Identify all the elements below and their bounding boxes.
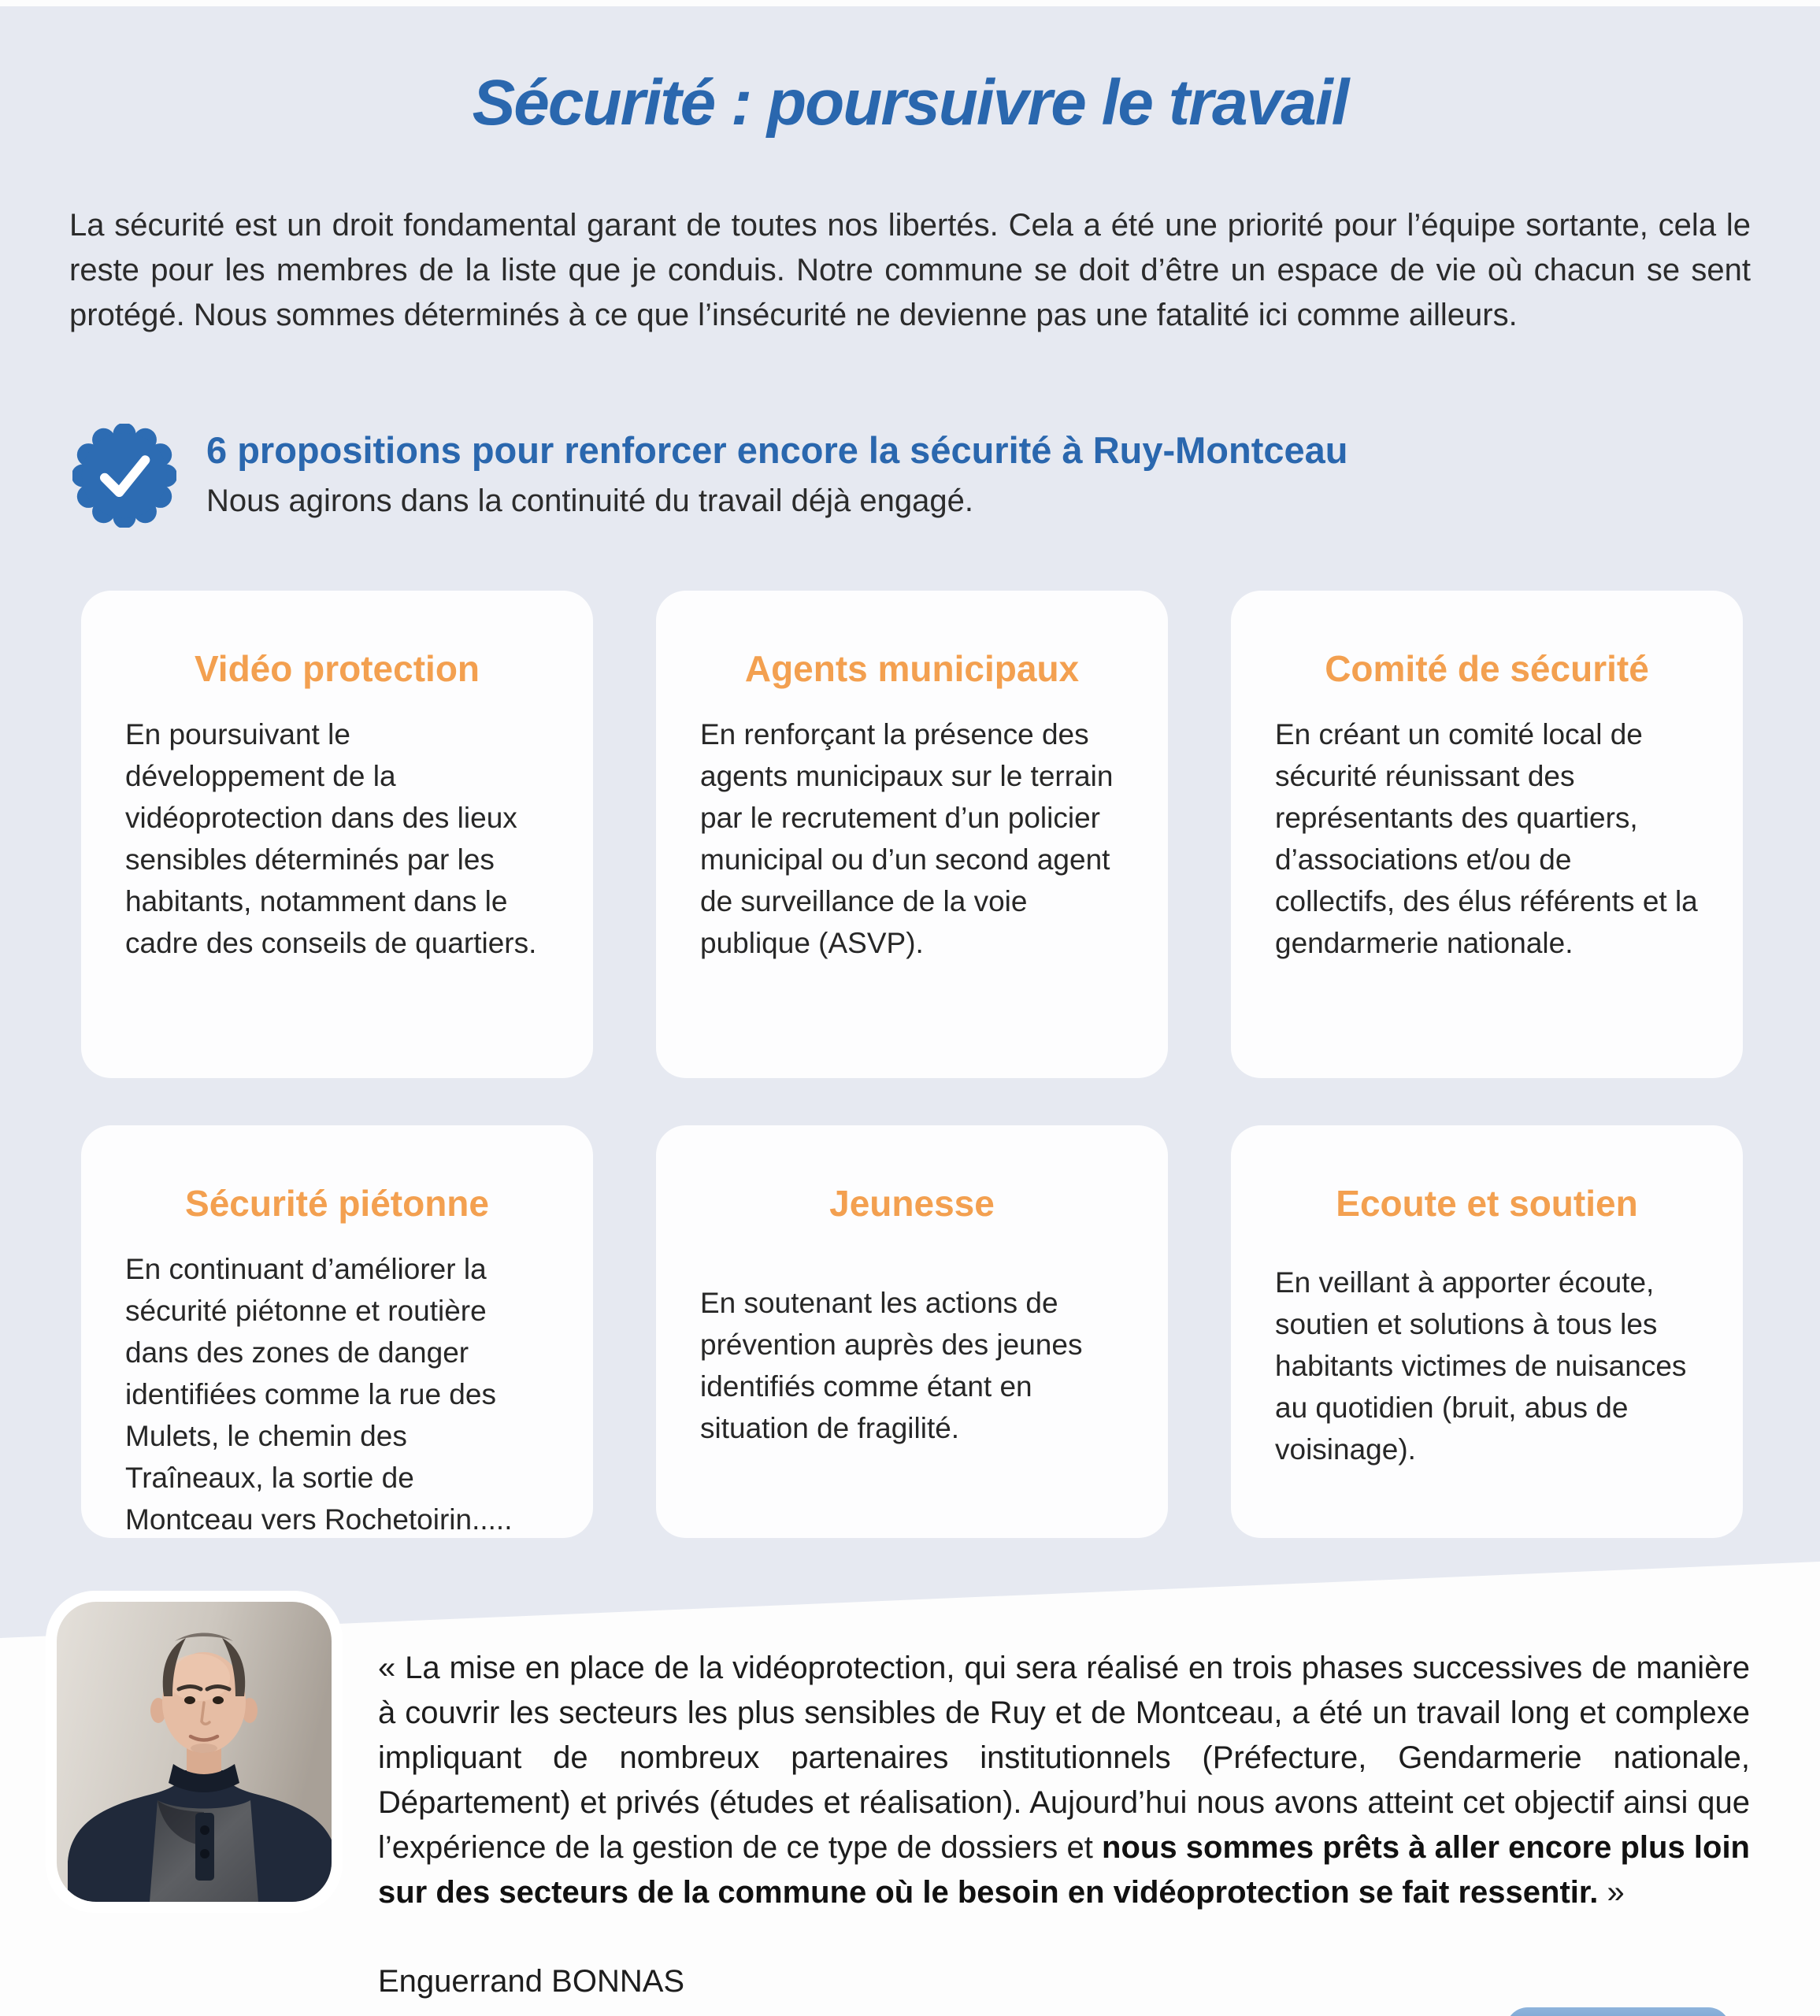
- card-body: En continuant d’améliorer la sécurité piétonne et routière dans des zones de danger identifiées comme la rue des Mulets, le chemin des Traîneaux, la sortie de Montceau vers Rochetoirin.....: [125, 1253, 513, 1536]
- card-title: Jeunesse: [829, 1183, 995, 1224]
- card-ecoute-soutien: [1231, 1125, 1743, 1538]
- card-agents-municipaux: [656, 591, 1168, 1078]
- card-title: Agents municipaux: [744, 648, 1080, 689]
- quote-block: [378, 1646, 1750, 1915]
- card-body: En veillant à apporter écoute, soutien et solutions à tous les habitants victimes de nuisances au quotidien (bruit, abus de voisinage).: [1275, 1266, 1687, 1466]
- card-title: Ecoute et soutien: [1336, 1183, 1638, 1224]
- card-body: En renforçant la présence des agents municipaux sur le terrain par le recrutement d’un policier municipal ou d’un second agent de surveillance de la voie publique (ASVP).: [700, 718, 1114, 959]
- page-title: Sécurité : poursuivre le travail: [472, 67, 1348, 139]
- bottom-page-pill: [1506, 2007, 1730, 2016]
- card-comite-securite: [1231, 591, 1743, 1078]
- quote-author: Enguerrand BONNAS: [378, 1964, 685, 1999]
- card-body: En soutenant les actions de prévention auprès des jeunes identifiés comme étant en situation de fragilité.: [700, 1287, 1083, 1444]
- portrait-photo-frame: [46, 1591, 343, 1913]
- card-title: Sécurité piétonne: [185, 1183, 489, 1224]
- propositions-heading: 6 propositions pour renforcer encore la sécurité à Ruy-Montceau: [206, 429, 1348, 471]
- card-body: En poursuivant le développement de la vidéoprotection dans des lieux sensibles déterminés par les habitants, notamment dans le cadre des conseils de quartiers.: [125, 718, 537, 959]
- quote-closing: »: [1598, 1875, 1625, 1910]
- card-securite-pietonne: [81, 1125, 593, 1538]
- card-body: En créant un comité local de sécurité réunissant des représentants des quartiers, d’associations et/ou de collectifs, des élus référents et la gendarmerie nationale.: [1275, 718, 1698, 959]
- intro-paragraph: La sécurité est un droit fondamental garant de toutes nos libertés. Cela a été une priorité pour l’équipe sortante, cela le reste pour les membres de la liste que je conduis. Notre commune se doit d’être un espace de vie où chacun se sent protégé. Nous sommes déterminés à ce que l’insécurité ne devienne pas une fatalité ici comme ailleurs.: [69, 208, 1751, 332]
- card-title: Vidéo protection: [194, 648, 480, 689]
- portrait-photo: [57, 1602, 332, 1902]
- quote-emphasis: nous sommes prêts à aller encore plus loin sur des secteurs de la commune où le besoin en vidéoprotection se fait ressentir.: [378, 1830, 1750, 1910]
- proposal-cards-grid: [81, 591, 1743, 1538]
- propositions-subheading: Nous agirons dans la continuité du travail déjà engagé.: [206, 484, 973, 518]
- check-seal-icon: [72, 424, 176, 528]
- card-jeunesse: [656, 1125, 1168, 1538]
- card-video-protection: [81, 591, 593, 1078]
- quote-lead: « La mise en place de la vidéoprotection, qui sera réalisé en trois phases successives de manière à couvrir les secteurs les plus sensibles de Ruy et de Montceau, a été un travail long et complexe impliquant de nombreux partenaires institutionnels (Préfecture, Gendarmerie nationale, Département) et privés (études et réalisation). Aujourd’hui nous avons atteint cet objectif ainsi que l’expérience de la gestion de ce type de dossiers et: [378, 1651, 1750, 1865]
- card-title: Comité de sécurité: [1325, 648, 1649, 689]
